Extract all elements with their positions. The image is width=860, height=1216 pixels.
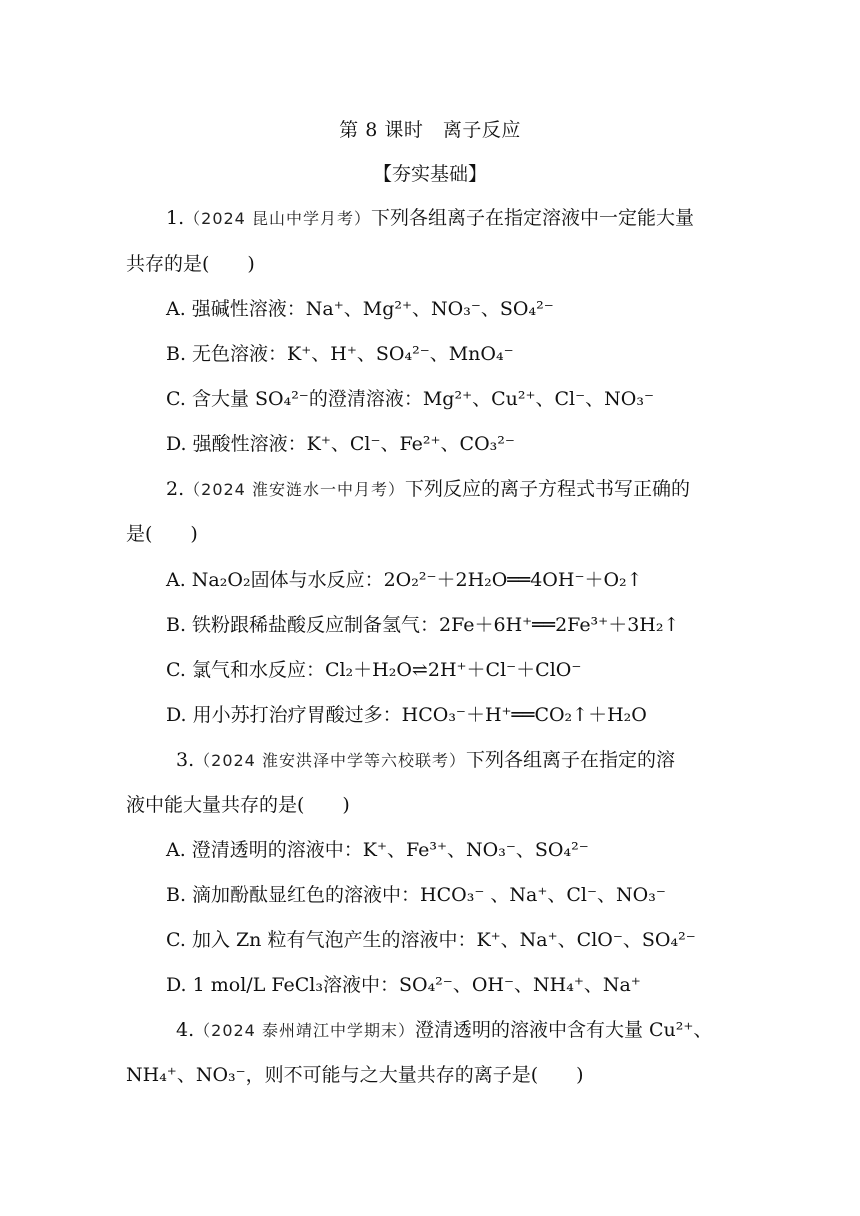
question-2-option-b: B. 铁粉跟稀盐酸反应制备氢气：2Fe＋6H⁺══2Fe³⁺＋3H₂↑ <box>166 614 680 636</box>
question-1-line-1 <box>166 204 694 233</box>
question-2-option-a: A. Na₂O₂固体与水反应：2O₂²⁻＋2H₂O══4OH⁻＋O₂↑ <box>166 569 643 591</box>
question-stem: 下列各组离子在指定的溶 <box>465 749 675 771</box>
question-source: （2024 泰州靖江中学期末） <box>194 1021 415 1040</box>
question-number: 4. <box>176 1019 195 1041</box>
question-stem: 下列各组离子在指定溶液中一定能大量 <box>370 207 694 229</box>
question-1-option-c: C. 含大量 SO₄²⁻的澄清溶液：Mg²⁺、Cu²⁺、Cl⁻、NO₃⁻ <box>166 388 655 410</box>
question-2-option-d: D. 用小苏打治疗胃酸过多：HCO₃⁻＋H⁺══CO₂↑＋H₂O <box>166 704 647 726</box>
question-1-option-a: A. 强碱性溶液：Na⁺、Mg²⁺、NO₃⁻、SO₄²⁻ <box>166 298 554 320</box>
question-source: （2024 淮安洪泽中学等六校联考） <box>194 751 466 770</box>
question-2-option-c: C. 氯气和水反应：Cl₂＋H₂O⇌2H⁺＋Cl⁻＋ClO⁻ <box>166 659 582 681</box>
question-3-line-1 <box>176 746 675 775</box>
question-1-option-d: D. 强酸性溶液：K⁺、Cl⁻、Fe²⁺、CO₃²⁻ <box>166 433 515 455</box>
question-source: （2024 淮安涟水一中月考） <box>184 480 405 499</box>
question-3-option-a: A. 澄清透明的溶液中：K⁺、Fe³⁺、NO₃⁻、SO₄²⁻ <box>166 839 589 861</box>
question-4-line-2: NH₄⁺、NO₃⁻，则不可能与之大量共存的离子是( ) <box>126 1064 584 1086</box>
question-3-line-2: 液中能大量共存的是( ) <box>126 794 350 816</box>
question-number: 2. <box>166 478 185 500</box>
question-stem: 澄清透明的溶液中含有大量 Cu²⁺、 <box>414 1019 713 1041</box>
question-3-option-d: D. 1 mol/L FeCl₃溶液中：SO₄²⁻、OH⁻、NH₄⁺、Na⁺ <box>166 974 641 996</box>
question-stem: 下列反应的离子方程式书写正确的 <box>404 478 690 500</box>
section-heading: 【夯实基础】 <box>372 163 487 185</box>
question-1-option-b: B. 无色溶液：K⁺、H⁺、SO₄²⁻、MnO₄⁻ <box>166 343 514 365</box>
page-title: 第 8 课时 离子反应 <box>339 119 521 141</box>
question-1-line-2: 共存的是( ) <box>126 253 255 275</box>
question-4-line-1 <box>176 1016 712 1045</box>
question-number: 3. <box>176 749 195 771</box>
question-3-option-b: B. 滴加酚酞显红色的溶液中：HCO₃⁻ 、Na⁺、Cl⁻、NO₃⁻ <box>166 884 666 906</box>
question-source: （2024 昆山中学月考） <box>184 209 371 228</box>
question-number: 1. <box>166 207 185 229</box>
question-2-line-1 <box>166 475 690 504</box>
question-3-option-c: C. 加入 Zn 粒有气泡产生的溶液中：K⁺、Na⁺、ClO⁻、SO₄²⁻ <box>166 929 696 951</box>
question-2-line-2: 是( ) <box>126 523 198 545</box>
